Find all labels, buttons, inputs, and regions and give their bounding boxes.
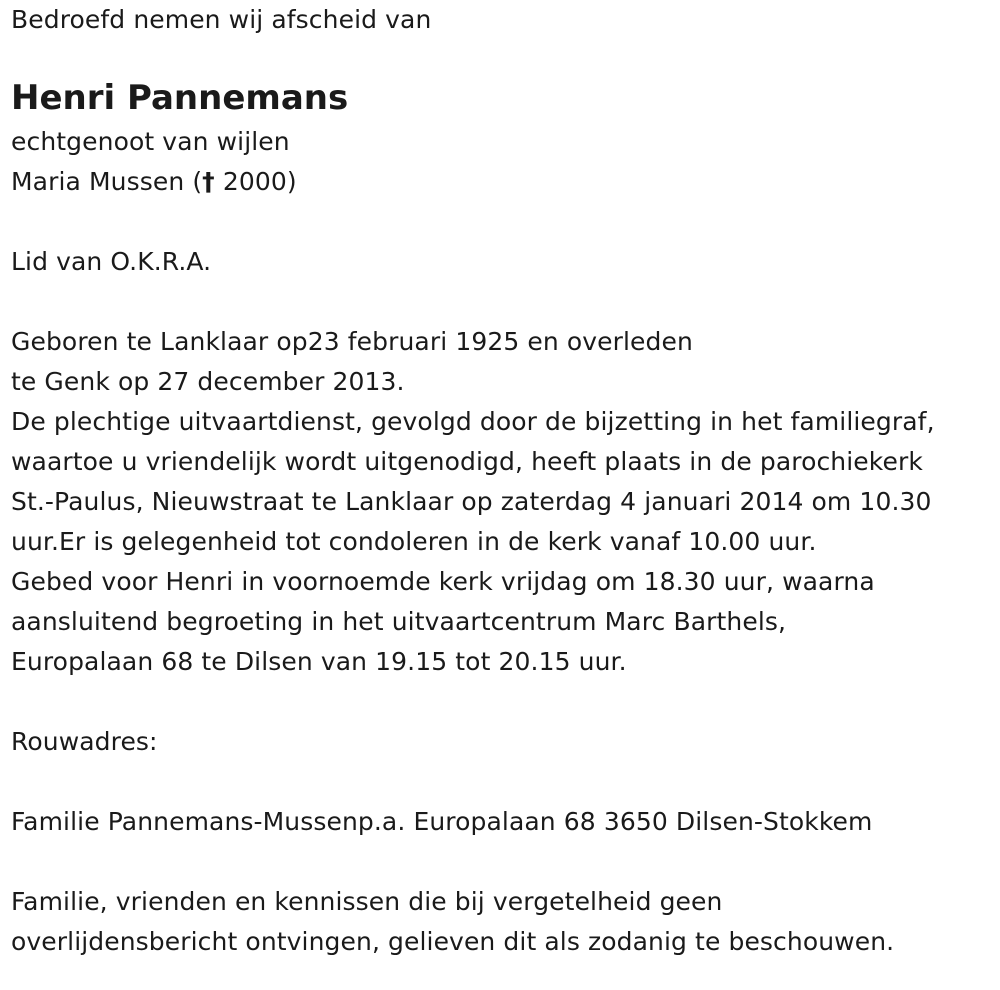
deceased-name: Henri Pannemans [11, 78, 349, 118]
spacer [11, 202, 996, 242]
detail-line: St.-Paulus, Nieuwstraat te Lanklaar op zaterdag 4 januari 2014 om 10.30 [11, 487, 932, 516]
detail-line: Gebed voor Henri in voornoemde kerk vrijdag om 18.30 uur, waarna [11, 567, 875, 596]
mourning-address: Familie Pannemans-Mussenp.a. Europalaan 68 3650 Dilsen-Stokkem [11, 807, 873, 836]
closing-line: overlijdensbericht ontvingen, gelieven dit als zodanig te beschouwen. [11, 927, 895, 956]
detail-line: Geboren te Lanklaar op23 februari 1925 en overleden [11, 327, 693, 356]
detail-line: Europalaan 68 te Dilsen van 19.15 tot 20.15 uur. [11, 647, 627, 676]
funeral-details [11, 322, 996, 682]
spouse-line: echtgenoot van wijlen [11, 127, 290, 156]
closing-line: Familie, vrienden en kennissen die bij vergetelheid geen [11, 887, 723, 916]
detail-line: te Genk op 27 december 2013. [11, 367, 405, 396]
intro-text: Bedroefd nemen wij afscheid van [11, 5, 432, 34]
spacer [11, 842, 996, 882]
detail-line: waartoe u vriendelijk wordt uitgenodigd, heeft plaats in de parochiekerk [11, 447, 923, 476]
cross-icon: † [202, 167, 215, 196]
spacer [11, 762, 996, 802]
detail-line: uur.Er is gelegenheid tot condoleren in de kerk vanaf 10.00 uur. [11, 527, 817, 556]
membership-text: Lid van O.K.R.A. [11, 247, 212, 276]
closing-note [11, 882, 996, 962]
obituary-notice [11, 0, 996, 962]
spacer [11, 282, 996, 322]
detail-line: aansluitend begroeting in het uitvaartcentrum Marc Barthels, [11, 607, 787, 636]
spouse-name: Maria Mussen ( [11, 167, 203, 196]
mourning-address-label: Rouwadres: [11, 727, 158, 756]
spacer [11, 682, 996, 722]
spouse-death-year: 2000) [214, 167, 297, 196]
detail-line: De plechtige uitvaartdienst, gevolgd door de bijzetting in het familiegraf, [11, 407, 935, 436]
spouse-name-line [11, 162, 996, 202]
